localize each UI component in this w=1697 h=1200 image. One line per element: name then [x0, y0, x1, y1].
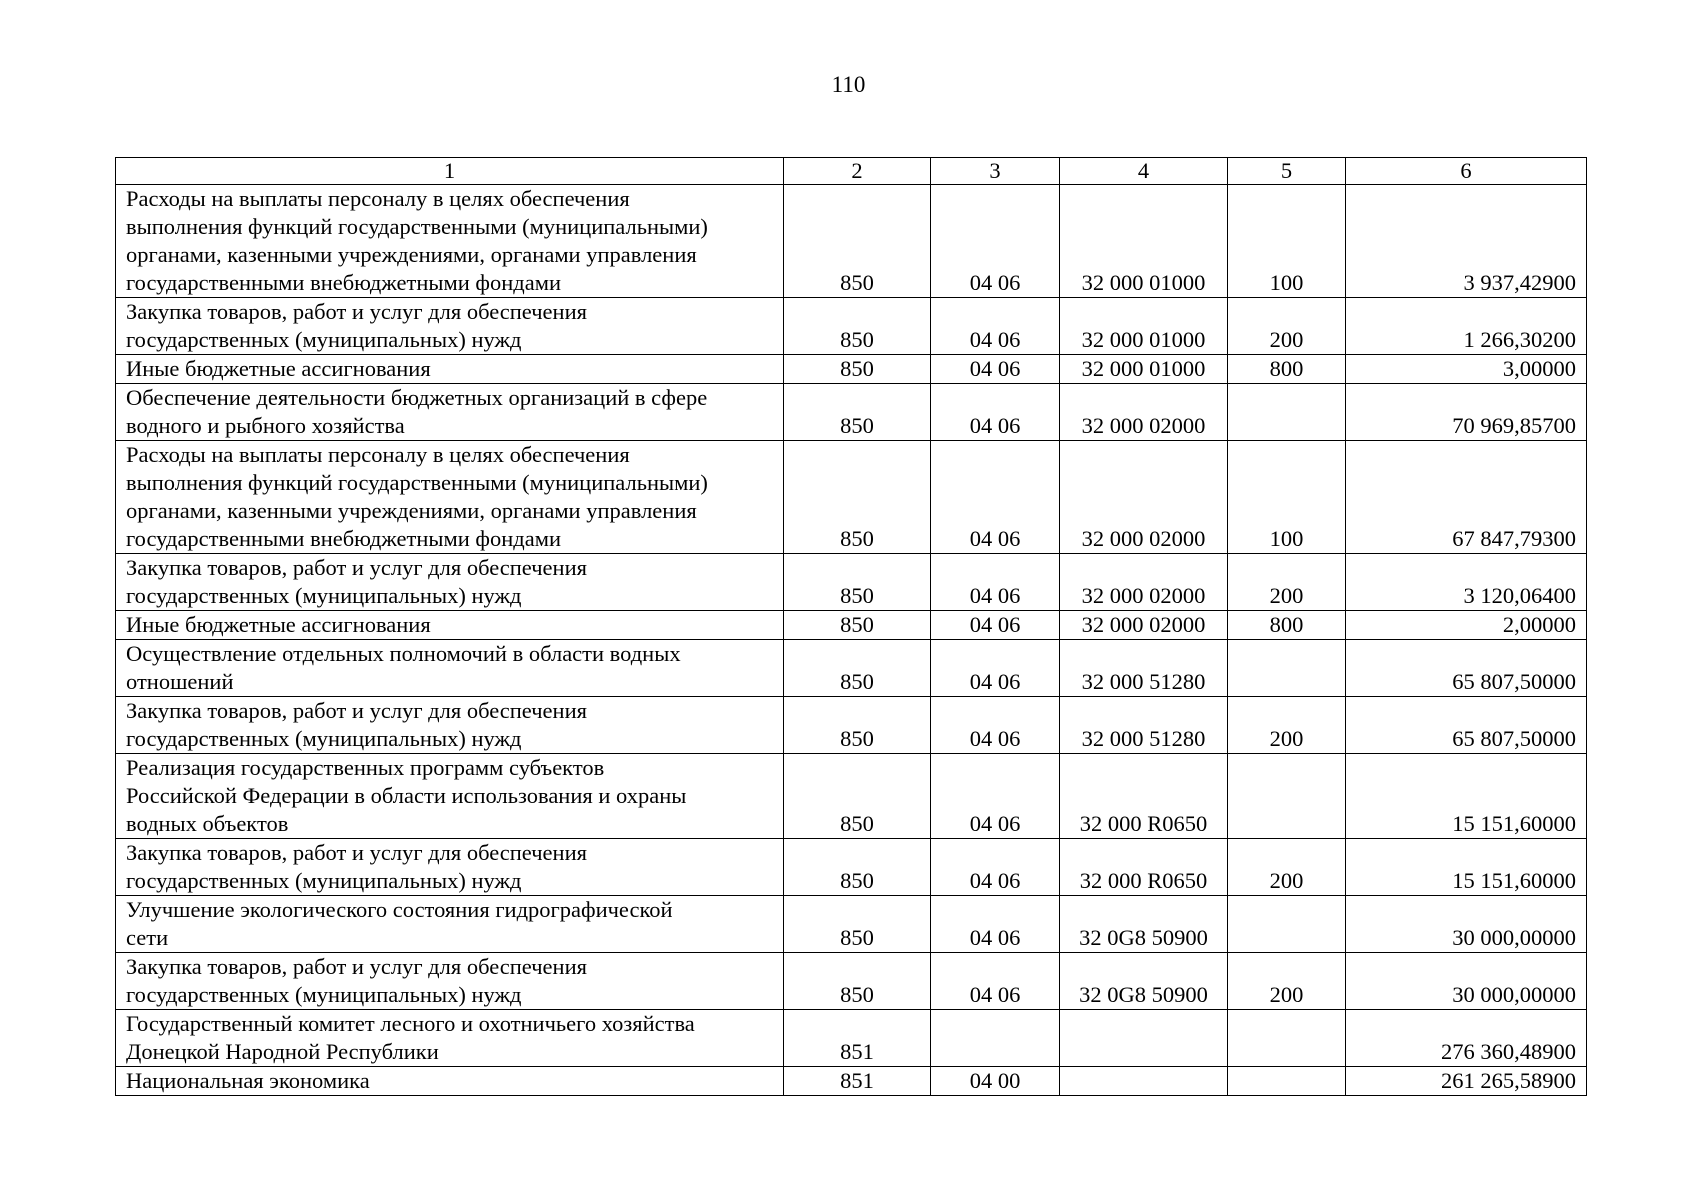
ministry-code: 850: [784, 611, 931, 640]
row-description: Закупка товаров, работ и услуг для обеспечения государственных (муниципальных) нужд: [116, 697, 784, 754]
table-header-row: [116, 158, 1587, 185]
target-item-code: 32 000 01000: [1060, 185, 1228, 298]
table-row: [116, 441, 1587, 554]
amount: 3,00000: [1346, 355, 1587, 384]
section-code: 04 06: [931, 554, 1060, 611]
section-code: 04 06: [931, 441, 1060, 554]
target-item-code: 32 0G8 50900: [1060, 953, 1228, 1010]
amount: 65 807,50000: [1346, 640, 1587, 697]
amount: 276 360,48900: [1346, 1010, 1587, 1067]
expense-type-code: [1228, 384, 1346, 441]
expense-type-code: [1228, 754, 1346, 839]
target-item-code: 32 000 51280: [1060, 697, 1228, 754]
section-code: 04 06: [931, 355, 1060, 384]
amount: 261 265,58900: [1346, 1067, 1587, 1096]
table-row: [116, 185, 1587, 298]
target-item-code: 32 000 02000: [1060, 384, 1228, 441]
expense-type-code: 100: [1228, 185, 1346, 298]
row-description: Осуществление отдельных полномочий в области водных отношений: [116, 640, 784, 697]
table-row: [116, 1010, 1587, 1067]
row-description: Закупка товаров, работ и услуг для обеспечения государственных (муниципальных) нужд: [116, 298, 784, 355]
row-description: Иные бюджетные ассигнования: [116, 355, 784, 384]
expense-type-code: 800: [1228, 355, 1346, 384]
column-header: 5: [1228, 158, 1346, 185]
target-item-code: 32 000 02000: [1060, 611, 1228, 640]
amount: 15 151,60000: [1346, 839, 1587, 896]
section-code: 04 06: [931, 611, 1060, 640]
table-body: [116, 185, 1587, 1096]
expense-type-code: [1228, 640, 1346, 697]
budget-table: [115, 157, 1587, 1096]
section-code: [931, 1010, 1060, 1067]
ministry-code: 850: [784, 441, 931, 554]
table-row: [116, 754, 1587, 839]
row-description: Обеспечение деятельности бюджетных организаций в сфере водного и рыбного хозяйства: [116, 384, 784, 441]
section-code: 04 00: [931, 1067, 1060, 1096]
ministry-code: 850: [784, 298, 931, 355]
row-description: Иные бюджетные ассигнования: [116, 611, 784, 640]
row-description: Закупка товаров, работ и услуг для обеспечения государственных (муниципальных) нужд: [116, 953, 784, 1010]
row-description: Расходы на выплаты персоналу в целях обеспечения выполнения функций государственными (муниципальными) органами, казенными учреждениями, органами управления государственными внебюджетными фондами: [116, 441, 784, 554]
column-header: 3: [931, 158, 1060, 185]
row-description: Реализация государственных программ субъектов Российской Федерации в области использования и охраны водных объектов: [116, 754, 784, 839]
column-header: 2: [784, 158, 931, 185]
section-code: 04 06: [931, 185, 1060, 298]
amount: 2,00000: [1346, 611, 1587, 640]
row-description: Государственный комитет лесного и охотничьего хозяйства Донецкой Народной Республики: [116, 1010, 784, 1067]
expense-type-code: 200: [1228, 554, 1346, 611]
ministry-code: 851: [784, 1067, 931, 1096]
target-item-code: [1060, 1010, 1228, 1067]
target-item-code: 32 0G8 50900: [1060, 896, 1228, 953]
target-item-code: [1060, 1067, 1228, 1096]
expense-type-code: 200: [1228, 953, 1346, 1010]
table-row: [116, 554, 1587, 611]
expense-type-code: [1228, 896, 1346, 953]
ministry-code: 850: [784, 355, 931, 384]
ministry-code: 850: [784, 554, 931, 611]
column-header: 6: [1346, 158, 1587, 185]
amount: 3 120,06400: [1346, 554, 1587, 611]
expense-type-code: 200: [1228, 839, 1346, 896]
expense-type-code: 800: [1228, 611, 1346, 640]
section-code: 04 06: [931, 896, 1060, 953]
table-row: [116, 611, 1587, 640]
row-description: Национальная экономика: [116, 1067, 784, 1096]
ministry-code: 850: [784, 754, 931, 839]
expense-type-code: [1228, 1067, 1346, 1096]
ministry-code: 850: [784, 953, 931, 1010]
amount: 30 000,00000: [1346, 953, 1587, 1010]
amount: 3 937,42900: [1346, 185, 1587, 298]
ministry-code: 850: [784, 697, 931, 754]
row-description: Закупка товаров, работ и услуг для обеспечения государственных (муниципальных) нужд: [116, 839, 784, 896]
table-row: [116, 384, 1587, 441]
amount: 15 151,60000: [1346, 754, 1587, 839]
table-row: [116, 697, 1587, 754]
expense-type-code: 100: [1228, 441, 1346, 554]
section-code: 04 06: [931, 384, 1060, 441]
row-description: Улучшение экологического состояния гидрографической сети: [116, 896, 784, 953]
target-item-code: 32 000 02000: [1060, 441, 1228, 554]
section-code: 04 06: [931, 953, 1060, 1010]
section-code: 04 06: [931, 697, 1060, 754]
ministry-code: 850: [784, 384, 931, 441]
section-code: 04 06: [931, 839, 1060, 896]
target-item-code: 32 000 R0650: [1060, 754, 1228, 839]
section-code: 04 06: [931, 754, 1060, 839]
amount: 30 000,00000: [1346, 896, 1587, 953]
ministry-code: 850: [784, 640, 931, 697]
table-row: [116, 298, 1587, 355]
expense-type-code: 200: [1228, 298, 1346, 355]
section-code: 04 06: [931, 298, 1060, 355]
column-header: 1: [116, 158, 784, 185]
section-code: 04 06: [931, 640, 1060, 697]
amount: 1 266,30200: [1346, 298, 1587, 355]
amount: 67 847,79300: [1346, 441, 1587, 554]
target-item-code: 32 000 02000: [1060, 554, 1228, 611]
ministry-code: 850: [784, 185, 931, 298]
expense-type-code: 200: [1228, 697, 1346, 754]
ministry-code: 850: [784, 896, 931, 953]
target-item-code: 32 000 51280: [1060, 640, 1228, 697]
table-row: [116, 355, 1587, 384]
ministry-code: 851: [784, 1010, 931, 1067]
target-item-code: 32 000 01000: [1060, 298, 1228, 355]
table-row: [116, 640, 1587, 697]
table-row: [116, 1067, 1587, 1096]
table-row: [116, 896, 1587, 953]
target-item-code: 32 000 01000: [1060, 355, 1228, 384]
row-description: Расходы на выплаты персоналу в целях обеспечения выполнения функций государственными (муниципальными) органами, казенными учреждениями, органами управления государственными внебюджетными фондами: [116, 185, 784, 298]
ministry-code: 850: [784, 839, 931, 896]
amount: 70 969,85700: [1346, 384, 1587, 441]
table-row: [116, 839, 1587, 896]
column-header: 4: [1060, 158, 1228, 185]
page-number: 110: [831, 72, 866, 97]
table-row: [116, 953, 1587, 1010]
amount: 65 807,50000: [1346, 697, 1587, 754]
row-description: Закупка товаров, работ и услуг для обеспечения государственных (муниципальных) нужд: [116, 554, 784, 611]
target-item-code: 32 000 R0650: [1060, 839, 1228, 896]
expense-type-code: [1228, 1010, 1346, 1067]
